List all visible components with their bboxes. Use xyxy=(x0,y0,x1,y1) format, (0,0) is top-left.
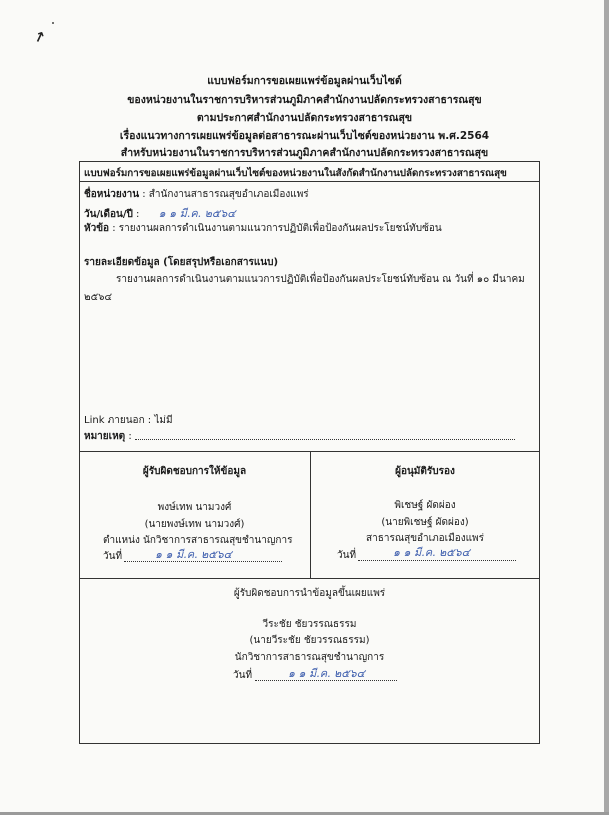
provider-name: (นายพงษ์เทพ นามวงศ์) xyxy=(144,519,245,530)
approver-date-label: วันที่ xyxy=(337,550,357,561)
header-line-2: ของหน่วยงานในราชการบริหารส่วนภูมิภาคสำนักงานปลัดกระทรวงสาธารณสุข xyxy=(127,94,482,106)
publisher-name: (นายวีระชัย ชัยวรรณธรรม) xyxy=(249,635,370,646)
subject-value: : รายงานผลการดำเนินงานตามแนวการปฏิบัติเพื่อป้องกันผลประโยชน์ทับซ้อน xyxy=(109,223,442,234)
note-dotted-line xyxy=(135,439,515,440)
link-label: Link ภายนอก xyxy=(84,415,145,426)
detail-line-2: ๒๕๖๔ xyxy=(84,292,113,303)
approver-date-value: ๑ ๑ มี.ค. ๒๕๖๔ xyxy=(393,546,470,559)
note-row xyxy=(84,429,132,444)
header-line-4: เรื่องแนวทางการเผยแพร่ข้อมูลต่อสาธารณะผ่านเว็บไซต์ของหน่วยงาน พ.ศ.2564 xyxy=(119,130,490,142)
link-value: : ไม่มี xyxy=(144,415,173,426)
form-title: แบบฟอร์มการขอเผยแพร่ข้อมูลผ่านเว็บไซต์ของหน่วยงานในสังกัดสำนักงานปลัดกระทรวงสาธารณสุข xyxy=(84,168,507,179)
date-row xyxy=(84,204,236,222)
date-label: วัน/เดือน/ปี xyxy=(84,209,133,220)
note-label: หมายเหตุ xyxy=(84,431,126,442)
link-row xyxy=(84,413,173,428)
publisher-date-label: วันที่ xyxy=(233,670,253,681)
provider-heading: ผู้รับผิดชอบการให้ข้อมูล xyxy=(142,466,247,477)
subject-label: หัวข้อ xyxy=(84,223,110,234)
publisher-divider xyxy=(79,578,540,579)
form-title-divider xyxy=(79,181,540,182)
unit-row xyxy=(84,187,309,202)
approver-heading: ผู้อนุมัติรับรอง xyxy=(395,466,455,477)
detail-label: รายละเอียดข้อมูล (โดยสรุปหรือเอกสารแนบ) xyxy=(84,257,279,268)
pen-mark: ↗ xyxy=(31,28,49,48)
approver-name: (นายพิเชษฐ์ ผัดผ่อง) xyxy=(381,517,469,528)
approver-position: สาธารณสุขอำเภอเมืองแพร่ xyxy=(366,533,484,544)
header-line-5: สำหรับหน่วยงานในราชการบริหารส่วนภูมิภาคสำนักงานปลัดกระทรวงสาธารณสุข xyxy=(120,147,489,159)
publisher-signature: วีระชัย ชัยวรรณธรรม xyxy=(262,619,357,630)
provider-date-label: วันที่ xyxy=(103,551,123,562)
publisher-date-value: ๑ ๑ มี.ค. ๒๕๖๔ xyxy=(288,667,365,680)
approver-signature: พิเชษฐ์ ผัดผ่อง xyxy=(394,500,456,511)
header-line-1: แบบฟอร์มการขอเผยแพร่ข้อมูลผ่านเว็บไซต์ xyxy=(207,75,402,87)
note-colon: : xyxy=(125,431,132,442)
subject-row xyxy=(84,221,442,236)
header-line-3: ตามประกาศสำนักงานปลัดกระทรวงสาธารณสุข xyxy=(196,112,413,124)
provider-date-value: ๑ ๑ มี.ค. ๒๕๖๔ xyxy=(155,548,232,561)
unit-value: : สำนักงานสาธารณสุขอำเภอเมืองแพร่ xyxy=(139,189,309,200)
date-value: ๑ ๑ มี.ค. ๒๕๖๔ xyxy=(158,207,236,220)
date-colon: : xyxy=(132,209,140,220)
publisher-heading: ผู้รับผิดชอบการนำข้อมูลขึ้นเผยแพร่ xyxy=(233,588,386,599)
ink-dot xyxy=(52,22,54,24)
provider-signature: พงษ์เทพ นามวงศ์ xyxy=(157,502,232,513)
detail-line-1: รายงานผลการดำเนินงานตามแนวการปฏิบัติเพื่อป้องกันผลประโยชน์ทับซ้อน ณ วันที่ ๑๐ มีนาคม xyxy=(116,274,525,285)
publisher-position: นักวิชาการสาธารณสุขชำนาญการ xyxy=(234,652,385,663)
provider-position: ตำแหน่ง นักวิชาการสาธารณสุขชำนาญการ xyxy=(103,535,293,546)
unit-label: ชื่อหน่วยงาน xyxy=(84,189,140,200)
